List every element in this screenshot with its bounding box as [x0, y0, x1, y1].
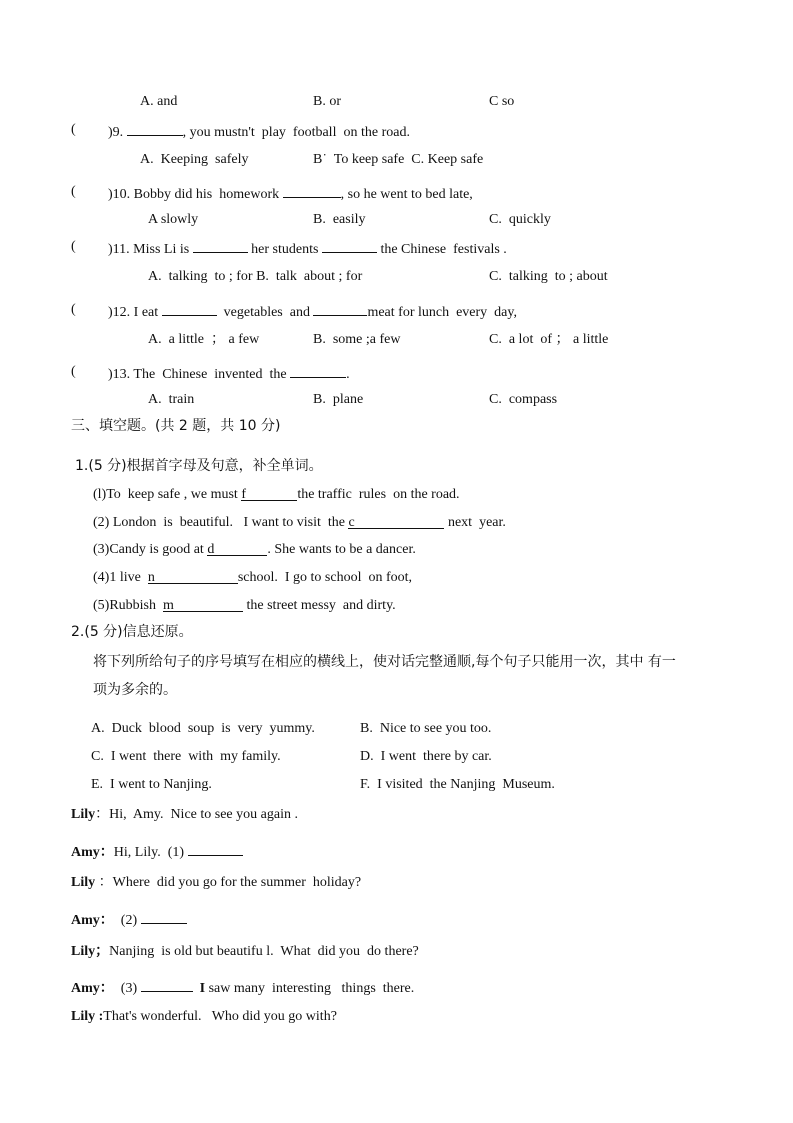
q10-text-b: , so he went to bed late,	[340, 187, 473, 202]
dialogue-line-5	[71, 944, 419, 960]
q12-text-b: vegetables and	[223, 305, 310, 320]
q13-text-b: .	[346, 367, 350, 382]
q12-text-c: meat for lunch every day,	[367, 305, 517, 320]
fill-item-4-post: school. I go to school on foot,	[237, 570, 413, 585]
option-a: A. Duck blood soup is very yummy.	[91, 721, 315, 736]
option-f: F. I visited the Nanjing Museum.	[360, 777, 555, 792]
q12-blank-2[interactable]	[313, 302, 367, 316]
dialogue-line-7	[71, 1009, 337, 1025]
fill-item-2-blank[interactable]	[348, 515, 444, 529]
q13-blank[interactable]	[290, 364, 346, 378]
fill-item-1-pre: (l)To keep safe , we must	[93, 487, 238, 502]
speaker-separator: ：	[99, 913, 114, 928]
speaker-name: Amy	[71, 981, 100, 996]
dialogue-text: Hi, Lily. (1)	[113, 845, 185, 860]
q11-blank-1[interactable]	[193, 239, 248, 253]
q11-blank-2[interactable]	[322, 239, 377, 253]
fill-item-4-pre: (4)1 live	[93, 570, 141, 585]
q13-text-a: The Chinese invented the	[133, 367, 287, 382]
q10-number: )10.	[108, 187, 131, 202]
instruction-line-2: 项为多余的。	[93, 682, 177, 698]
option-c: C. I went there with my family.	[91, 749, 281, 764]
dialogue-line-1	[71, 807, 298, 823]
fill-item-3-letter: d	[207, 542, 215, 557]
dialogue-text: Hi, Amy. Nice to see you again .	[109, 807, 298, 822]
dialogue-text-tail: saw many interesting things there.	[205, 981, 415, 996]
dialogue-text: (2)	[113, 913, 138, 928]
dialogue-line-2	[71, 842, 243, 861]
fill-question-2-title: 2.(5 分)信息还原。	[71, 624, 193, 640]
fill-item-5	[93, 598, 396, 614]
q9-stem	[108, 122, 410, 141]
fill-item-2-post: next year.	[447, 515, 506, 530]
q12-blank-1[interactable]	[162, 302, 217, 316]
q11-text-b: her students	[251, 242, 319, 257]
fill-item-3-pre: (3)Candy is good at	[93, 542, 204, 557]
fill-item-1-blank[interactable]	[241, 487, 297, 501]
q12-option-a: A. a little ； a few	[148, 332, 260, 347]
q13-option-c: C. compass	[489, 392, 558, 407]
q9-paren: (	[71, 122, 76, 137]
fill-item-2-letter: c	[348, 515, 355, 530]
fill-item-2-pre: (2) London is beautiful. I want to visit the	[93, 515, 345, 530]
q11-option-ab: A. talking to ; for B. talk about ; for	[148, 269, 363, 284]
fill-item-1-letter: f	[241, 487, 246, 502]
speaker-name: Lily	[71, 1009, 96, 1024]
q12-text-a: I eat	[133, 305, 159, 320]
dialogue-text: Where did you go for the summer holiday?	[112, 875, 362, 890]
q9-number: )9.	[108, 125, 124, 140]
q8-option-a: A. and	[140, 94, 178, 109]
q13-stem	[108, 364, 350, 383]
q9-text: , you mustn't play football on the road.	[182, 125, 410, 140]
q12-stem	[108, 302, 517, 321]
speaker-name: Lily	[71, 875, 96, 890]
q11-text-c: the Chinese festivals .	[380, 242, 507, 257]
dialogue-text: That's wonderful. Who did you go with?	[103, 1009, 337, 1024]
speaker-separator: ；	[95, 944, 110, 959]
fill-item-5-post: the street messy and dirty.	[246, 598, 396, 613]
section-heading: 三、填空题。(共 2 题，共 10 分)	[71, 418, 281, 434]
speaker-name: Amy	[71, 913, 100, 928]
q12-option-c: C. a lot of ； a little	[489, 332, 609, 347]
q10-stem	[108, 184, 473, 203]
fill-item-4-blank[interactable]	[148, 570, 238, 584]
fill-item-3-blank[interactable]	[207, 542, 267, 556]
fill-item-5-pre: (5)Rubbish	[93, 598, 156, 613]
dialogue-text: Nanjing is old but beautifu l. What did you do there?	[109, 944, 419, 959]
q10-blank[interactable]	[283, 184, 341, 198]
q10-option-a: A slowly	[148, 212, 199, 227]
speaker-name: Lily	[71, 807, 96, 822]
q13-option-b: B. plane	[313, 392, 364, 407]
fill-item-3	[93, 542, 416, 558]
q10-paren: (	[71, 184, 76, 199]
q11-paren: (	[71, 239, 76, 254]
q12-number: )12.	[108, 305, 131, 320]
option-b: B. Nice to see you too.	[360, 721, 492, 736]
dialogue-blank-2[interactable]	[141, 910, 187, 924]
q8-option-c: C so	[489, 94, 515, 109]
q10-option-b: B. easily	[313, 212, 366, 227]
q10-option-c: C. quickly	[489, 212, 551, 227]
q12-paren: (	[71, 302, 76, 317]
q13-number: )13.	[108, 367, 131, 382]
fill-question-1-title: 1.(5 分)根据首字母及句意，补全单词。	[75, 458, 323, 474]
q8-option-b: B. or	[313, 94, 341, 109]
speaker-name: Amy	[71, 845, 100, 860]
option-e: E. I went to Nanjing.	[91, 777, 212, 792]
fill-item-4	[93, 570, 412, 586]
speaker-separator: ：	[95, 807, 110, 822]
dialogue-line-4	[71, 910, 187, 929]
speaker-separator: ：	[95, 875, 113, 890]
q9-blank[interactable]	[127, 122, 183, 136]
fill-item-1-post: the traffic rules on the road.	[297, 487, 460, 502]
q10-text-a: Bobby did his homework	[133, 187, 280, 202]
dialogue-line-3	[71, 875, 361, 891]
dialogue-blank-1[interactable]	[188, 842, 243, 856]
dialogue-line-6	[71, 978, 414, 997]
dialogue-text-bold: I	[199, 981, 206, 996]
instruction-line-1: 将下列所给句子的序号填写在相应的横线上，使对话完整通顺,每个句子只能用一次，其中 有一	[93, 654, 676, 670]
speaker-separator: ：	[99, 981, 114, 996]
dialogue-blank-3[interactable]	[141, 978, 193, 992]
q9-option-bc: B˙ To keep safe C. Keep safe	[313, 152, 484, 167]
q11-option-c: C. talking to ; about	[489, 269, 608, 284]
q11-number: )11.	[108, 242, 130, 257]
q11-stem	[108, 239, 507, 258]
fill-item-3-post: . She wants to be a dancer.	[267, 542, 416, 557]
speaker-separator: :	[95, 1009, 104, 1024]
q11-text-a: Miss Li is	[133, 242, 190, 257]
option-d: D. I went there by car.	[360, 749, 492, 764]
dialogue-text: (3)	[113, 981, 138, 996]
q13-option-a: A. train	[148, 392, 195, 407]
speaker-separator: ：	[99, 845, 114, 860]
fill-item-4-letter: n	[147, 570, 155, 585]
fill-item-2	[93, 515, 506, 531]
fill-item-1	[93, 487, 460, 503]
q9-option-a: A. Keeping safely	[140, 152, 249, 167]
q12-option-b: B. some ;a few	[313, 332, 401, 347]
fill-item-5-letter: m	[163, 598, 174, 613]
speaker-name: Lily	[71, 944, 96, 959]
q13-paren: (	[71, 364, 76, 379]
fill-item-5-blank[interactable]	[163, 598, 243, 612]
